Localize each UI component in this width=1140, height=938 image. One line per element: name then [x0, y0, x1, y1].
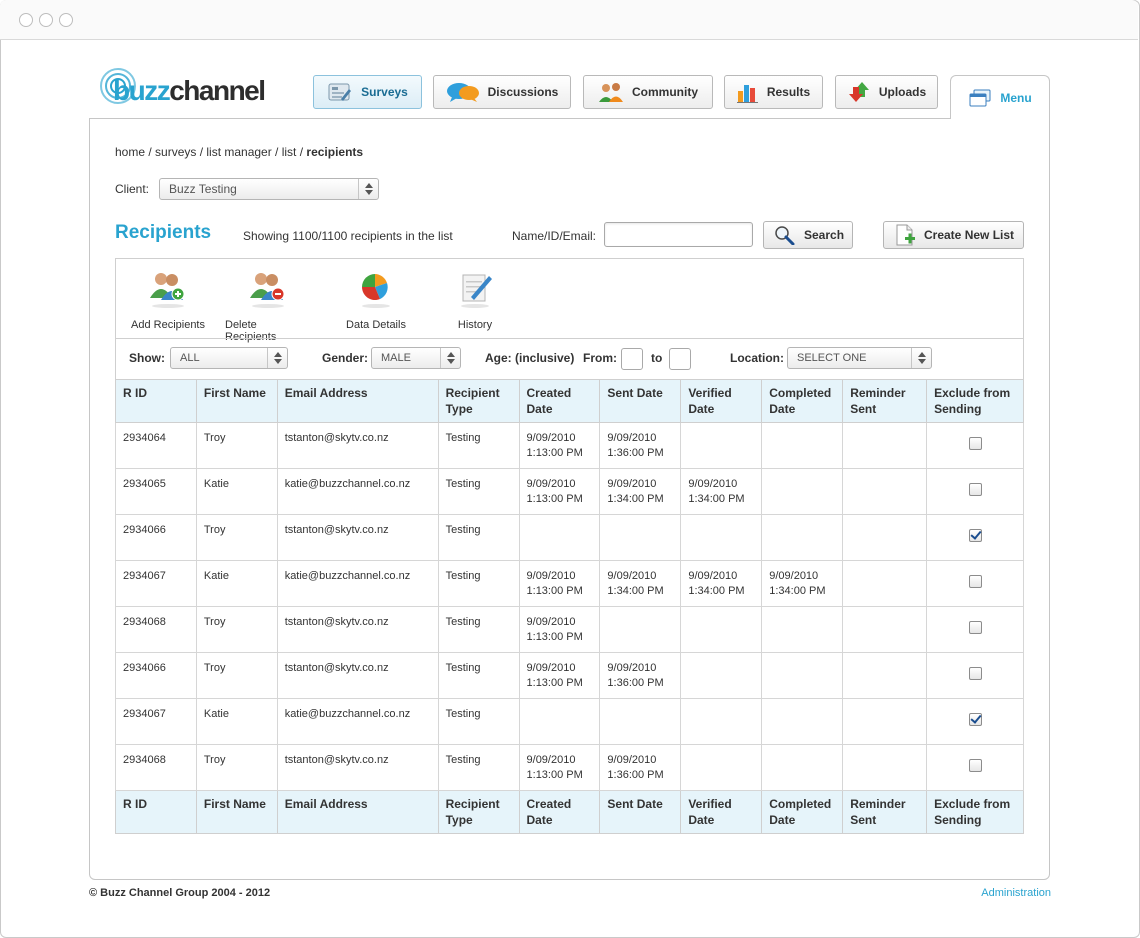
exclude-checkbox[interactable]: [969, 575, 982, 588]
sent-date-cell: 9/09/2010 1:34:00 PM: [600, 469, 681, 515]
table-row[interactable]: [116, 745, 1024, 791]
show-select-value: ALL: [180, 352, 200, 364]
gender-label: Gender:: [322, 351, 369, 365]
rid-cell: 2934067: [116, 699, 197, 745]
history-label: History: [457, 319, 493, 331]
column-header[interactable]: Reminder Sent: [843, 380, 927, 423]
surveys-icon: [327, 81, 353, 103]
recipient-type-cell: Testing: [438, 469, 519, 515]
sent-date-cell: 9/09/2010 1:34:00 PM: [600, 561, 681, 607]
notepad-pen-icon: [455, 270, 495, 310]
verified-date-cell: 9/09/2010 1:34:00 PM: [681, 469, 762, 515]
column-footer: R ID: [116, 791, 197, 834]
first-name-cell: Troy: [196, 515, 277, 561]
email-cell: tstanton@skytv.co.nz: [277, 423, 438, 469]
nav-community-button[interactable]: [583, 75, 713, 109]
add-recipients-button[interactable]: [130, 270, 206, 331]
completed-date-cell: [762, 699, 843, 745]
location-select-value: SELECT ONE: [797, 352, 867, 364]
sent-date-cell: [600, 515, 681, 561]
table-header-row: [116, 380, 1024, 423]
verified-date-cell: 9/09/2010 1:34:00 PM: [681, 561, 762, 607]
breadcrumb-current: recipients: [306, 145, 364, 159]
first-name-cell: Troy: [196, 607, 277, 653]
created-date-cell: 9/09/2010 1:13:00 PM: [519, 745, 600, 791]
table-row[interactable]: [116, 469, 1024, 515]
column-footer: Completed Date: [762, 791, 843, 834]
exclude-checkbox[interactable]: [969, 529, 982, 542]
reminder-sent-cell: [843, 469, 927, 515]
select-arrows-icon: [440, 348, 460, 368]
browser-title-bar: [0, 0, 1138, 40]
email-cell: tstanton@skytv.co.nz: [277, 515, 438, 561]
exclude-checkbox[interactable]: [969, 667, 982, 680]
first-name-cell: Katie: [196, 561, 277, 607]
reminder-sent-cell: [843, 699, 927, 745]
column-footer: Exclude from Sending: [927, 791, 1024, 834]
add-recipients-label: Add Recipients: [131, 319, 205, 331]
table-row[interactable]: [116, 423, 1024, 469]
window-minimize-button[interactable]: [39, 13, 53, 27]
first-name-cell: Troy: [196, 653, 277, 699]
column-header[interactable]: Created Date: [519, 380, 600, 423]
table-row[interactable]: [116, 607, 1024, 653]
add-users-icon: [148, 270, 188, 310]
column-footer: Email Address: [277, 791, 438, 834]
column-footer: Reminder Sent: [843, 791, 927, 834]
table-row[interactable]: [116, 561, 1024, 607]
email-cell: katie@buzzchannel.co.nz: [277, 699, 438, 745]
window-zoom-button[interactable]: [59, 13, 73, 27]
results-icon: [737, 81, 759, 103]
reminder-sent-cell: [843, 745, 927, 791]
exclude-cell: [927, 515, 1024, 561]
email-cell: tstanton@skytv.co.nz: [277, 745, 438, 791]
nav-label-results: Results: [766, 85, 811, 99]
sent-date-cell: [600, 699, 681, 745]
column-footer: Sent Date: [600, 791, 681, 834]
column-footer: First Name: [196, 791, 277, 834]
recipient-count: Showing 1100/1100 recipients in the list: [243, 229, 453, 243]
column-header[interactable]: Completed Date: [762, 380, 843, 423]
discussions-icon: [446, 81, 480, 103]
nav-discussions-button[interactable]: [433, 75, 571, 109]
nav-label-community: Community: [632, 85, 698, 99]
client-select-value: Buzz Testing: [169, 182, 237, 196]
column-header[interactable]: Exclude from Sending: [927, 380, 1024, 423]
select-arrows-icon: [358, 179, 378, 199]
column-header[interactable]: Verified Date: [681, 380, 762, 423]
search-button[interactable]: [763, 221, 853, 249]
verified-date-cell: [681, 515, 762, 561]
exclude-checkbox[interactable]: [969, 621, 982, 634]
recipient-type-cell: Testing: [438, 423, 519, 469]
created-date-cell: 9/09/2010 1:13:00 PM: [519, 469, 600, 515]
select-arrows-icon: [911, 348, 931, 368]
recipient-type-cell: Testing: [438, 745, 519, 791]
search-button-label: Search: [804, 228, 845, 242]
age-to-label: to: [651, 351, 663, 365]
rid-cell: 2934067: [116, 561, 197, 607]
age-label: Age: (inclusive): [485, 351, 575, 365]
menu-tab[interactable]: [950, 75, 1050, 119]
nav-surveys-button[interactable]: [313, 75, 422, 109]
email-cell: katie@buzzchannel.co.nz: [277, 561, 438, 607]
reminder-sent-cell: [843, 515, 927, 561]
remove-users-icon: [248, 270, 288, 310]
completed-date-cell: [762, 515, 843, 561]
created-date-cell: [519, 699, 600, 745]
history-button[interactable]: [455, 270, 495, 331]
page-title: Recipients: [115, 222, 212, 243]
recipient-type-cell: Testing: [438, 653, 519, 699]
nav-label-discussions: Discussions: [487, 85, 559, 99]
location-select[interactable]: [787, 347, 932, 369]
breadcrumb-path[interactable]: home / surveys / list manager / list /: [115, 145, 307, 159]
gender-select-value: MALE: [381, 352, 411, 364]
window-stack-icon: [968, 89, 992, 107]
uploads-icon: [847, 81, 871, 103]
completed-date-cell: [762, 607, 843, 653]
recipient-type-cell: Testing: [438, 515, 519, 561]
column-header[interactable]: Email Address: [277, 380, 438, 423]
pie-chart-icon: [356, 270, 396, 310]
client-select[interactable]: [159, 178, 379, 200]
search-icon: [773, 225, 795, 245]
verified-date-cell: [681, 653, 762, 699]
create-new-list-button[interactable]: [883, 221, 1024, 249]
rid-cell: 2934066: [116, 515, 197, 561]
first-name-cell: Katie: [196, 469, 277, 515]
age-from-input[interactable]: [621, 348, 643, 370]
show-select[interactable]: [170, 347, 288, 369]
table-row[interactable]: [116, 515, 1024, 561]
age-to-input[interactable]: [669, 348, 691, 370]
column-header[interactable]: Recipient Type: [438, 380, 519, 423]
breadcrumb: [115, 145, 363, 159]
client-label: Client:: [115, 182, 150, 196]
sent-date-cell: 9/09/2010 1:36:00 PM: [600, 745, 681, 791]
nav-label-surveys: Surveys: [361, 85, 408, 99]
nav-uploads-button[interactable]: [835, 75, 938, 109]
exclude-cell: [927, 423, 1024, 469]
recipient-type-cell: Testing: [438, 607, 519, 653]
completed-date-cell: [762, 423, 843, 469]
reminder-sent-cell: [843, 607, 927, 653]
completed-date-cell: [762, 745, 843, 791]
window-close-button[interactable]: [19, 13, 33, 27]
search-input[interactable]: [604, 222, 753, 247]
created-date-cell: 9/09/2010 1:13:00 PM: [519, 423, 600, 469]
created-date-cell: 9/09/2010 1:13:00 PM: [519, 607, 600, 653]
logo[interactable]: [98, 64, 278, 108]
location-label: Location:: [730, 351, 784, 365]
column-footer: Recipient Type: [438, 791, 519, 834]
sent-date-cell: 9/09/2010 1:36:00 PM: [600, 423, 681, 469]
column-footer: Created Date: [519, 791, 600, 834]
age-from-label: From:: [583, 351, 617, 365]
reminder-sent-cell: [843, 653, 927, 699]
create-new-list-label: Create New List: [924, 228, 1015, 242]
exclude-checkbox[interactable]: [969, 713, 982, 726]
created-date-cell: 9/09/2010 1:13:00 PM: [519, 561, 600, 607]
email-cell: katie@buzzchannel.co.nz: [277, 469, 438, 515]
rid-cell: 2934065: [116, 469, 197, 515]
email-cell: tstanton@skytv.co.nz: [277, 607, 438, 653]
exclude-cell: [927, 699, 1024, 745]
exclude-cell: [927, 607, 1024, 653]
sent-date-cell: [600, 607, 681, 653]
first-name-cell: Katie: [196, 699, 277, 745]
data-details-button[interactable]: [346, 270, 406, 331]
gender-select[interactable]: [371, 347, 461, 369]
sent-date-cell: 9/09/2010 1:36:00 PM: [600, 653, 681, 699]
completed-date-cell: [762, 469, 843, 515]
table-row[interactable]: [116, 699, 1024, 745]
verified-date-cell: [681, 699, 762, 745]
verified-date-cell: [681, 607, 762, 653]
exclude-cell: [927, 561, 1024, 607]
data-details-label: Data Details: [346, 319, 406, 331]
delete-recipients-button[interactable]: [225, 270, 311, 343]
verified-date-cell: [681, 423, 762, 469]
nav-label-uploads: Uploads: [878, 85, 927, 99]
exclude-checkbox[interactable]: [969, 483, 982, 496]
rid-cell: 2934068: [116, 607, 197, 653]
exclude-cell: [927, 653, 1024, 699]
copyright: © Buzz Channel Group 2004 - 2012: [89, 887, 271, 899]
table-footer-row: [116, 791, 1024, 834]
column-header[interactable]: First Name: [196, 380, 277, 423]
reminder-sent-cell: [843, 423, 927, 469]
delete-recipients-label: Delete Recipients: [225, 319, 277, 343]
nav-results-button[interactable]: [724, 75, 823, 109]
recipient-type-cell: Testing: [438, 561, 519, 607]
reminder-sent-cell: [843, 561, 927, 607]
logo-text: buzzchannel: [113, 75, 265, 106]
column-footer: Verified Date: [681, 791, 762, 834]
rid-cell: 2934068: [116, 745, 197, 791]
created-date-cell: [519, 515, 600, 561]
first-name-cell: Troy: [196, 745, 277, 791]
created-date-cell: 9/09/2010 1:13:00 PM: [519, 653, 600, 699]
administration-link[interactable]: Administration: [981, 887, 1051, 899]
search-label: Name/ID/Email:: [512, 229, 597, 243]
completed-date-cell: [762, 653, 843, 699]
exclude-cell: [927, 469, 1024, 515]
new-document-icon: [894, 224, 916, 246]
verified-date-cell: [681, 745, 762, 791]
rid-cell: 2934066: [116, 653, 197, 699]
exclude-checkbox[interactable]: [969, 437, 982, 450]
select-arrows-icon: [267, 348, 287, 368]
email-cell: tstanton@skytv.co.nz: [277, 653, 438, 699]
column-header[interactable]: R ID: [116, 380, 197, 423]
table-row[interactable]: [116, 653, 1024, 699]
exclude-cell: [927, 745, 1024, 791]
column-header[interactable]: Sent Date: [600, 380, 681, 423]
recipient-type-cell: Testing: [438, 699, 519, 745]
recipients-table: [115, 379, 1024, 834]
exclude-checkbox[interactable]: [969, 759, 982, 772]
completed-date-cell: 9/09/2010 1:34:00 PM: [762, 561, 843, 607]
community-icon: [598, 81, 624, 103]
show-label: Show:: [129, 351, 165, 365]
rid-cell: 2934064: [116, 423, 197, 469]
menu-label: Menu: [1000, 90, 1032, 105]
first-name-cell: Troy: [196, 423, 277, 469]
